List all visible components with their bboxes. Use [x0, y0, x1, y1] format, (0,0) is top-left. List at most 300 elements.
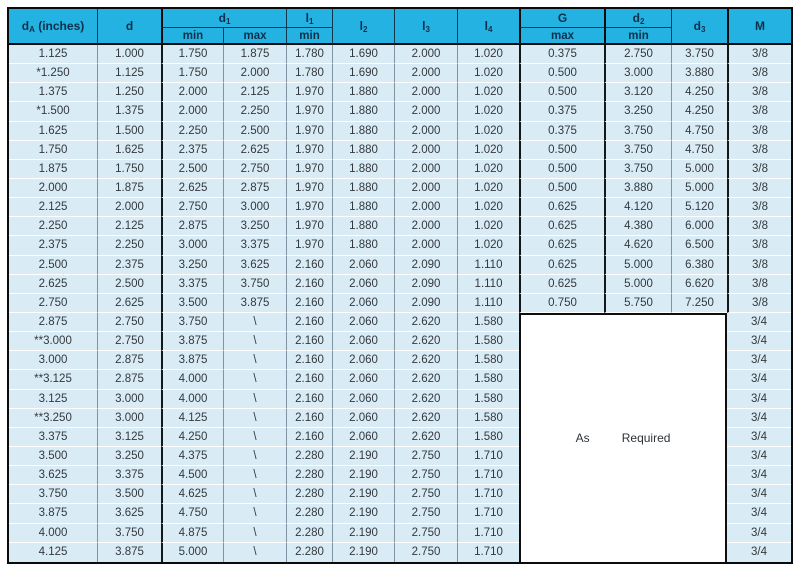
cell-da: 1.625 — [9, 122, 97, 141]
cell-d2: 5.000 — [604, 256, 671, 275]
col-header-d — [97, 9, 161, 45]
cell-d1min: 3.875 — [161, 332, 223, 351]
cell-d1min: 2.250 — [161, 122, 223, 141]
cell-d3: 7.250 — [671, 294, 727, 313]
cell-d1min: 4.500 — [161, 466, 223, 485]
cell-da: 2.000 — [9, 179, 97, 198]
cell-l4: 1.580 — [457, 390, 519, 409]
cell-d1min: 3.750 — [161, 313, 223, 332]
cell-d1max: \ — [223, 351, 286, 370]
cell-d1min: 5.000 — [161, 543, 223, 562]
cell-l1: 1.970 — [286, 160, 332, 179]
cell-d1max: \ — [223, 409, 286, 428]
table-row — [9, 294, 791, 313]
cell-l3: 2.000 — [394, 64, 457, 83]
cell-d1min: 3.375 — [161, 275, 223, 294]
cell-d2: 4.120 — [604, 198, 671, 217]
header-label: d — [693, 19, 701, 33]
cell-d1min: 4.125 — [161, 409, 223, 428]
header-label: d — [632, 11, 640, 25]
cell-m: 3/4 — [727, 313, 791, 332]
header-label: d — [125, 19, 134, 33]
cell-l3: 2.750 — [394, 504, 457, 523]
cell-d3: 5.120 — [671, 198, 727, 217]
cell-da: 2.125 — [9, 198, 97, 217]
cell-l1: 1.970 — [286, 141, 332, 160]
cell-d1min: 4.625 — [161, 485, 223, 504]
cell-d1max: \ — [223, 485, 286, 504]
cell-d3: 3.880 — [671, 64, 727, 83]
cell-m: 3/4 — [727, 543, 791, 562]
cell-m: 3/8 — [727, 256, 791, 275]
cell-da: 2.625 — [9, 275, 97, 294]
cell-l2: 2.190 — [332, 466, 394, 485]
cell-l1: 1.970 — [286, 217, 332, 236]
cell-da: 2.375 — [9, 236, 97, 255]
cell-g: 0.625 — [519, 236, 604, 255]
cell-l3: 2.620 — [394, 351, 457, 370]
cell-d2: 3.750 — [604, 141, 671, 160]
cell-l1: 1.970 — [286, 83, 332, 102]
cell-m: 3/8 — [727, 179, 791, 198]
cell-l1: 2.160 — [286, 294, 332, 313]
cell-d: 2.750 — [97, 313, 161, 332]
cell-l4: 1.020 — [457, 160, 519, 179]
cell-d: 1.250 — [97, 83, 161, 102]
cell-l2: 2.060 — [332, 370, 394, 389]
cell-da: 2.750 — [9, 294, 97, 313]
cell-l2: 1.880 — [332, 179, 394, 198]
cell-l2: 2.060 — [332, 332, 394, 351]
cell-g: 0.375 — [519, 122, 604, 141]
cell-l1: 2.280 — [286, 543, 332, 562]
cell-l4: 1.020 — [457, 236, 519, 255]
cell-d3: 6.380 — [671, 256, 727, 275]
cell-da: 1.125 — [9, 45, 97, 64]
cell-l4: 1.580 — [457, 409, 519, 428]
cell-l1: 2.160 — [286, 370, 332, 389]
cell-d1max: \ — [223, 543, 286, 562]
cell-d1min: 2.625 — [161, 179, 223, 198]
cell-l2: 1.880 — [332, 122, 394, 141]
cell-d2: 3.120 — [604, 83, 671, 102]
cell-l1: 2.160 — [286, 390, 332, 409]
cell-da: 3.375 — [9, 428, 97, 447]
cell-l3: 2.750 — [394, 524, 457, 543]
col-header-l1 — [286, 9, 332, 28]
cell-l2: 2.060 — [332, 275, 394, 294]
header-subscript: 2 — [362, 25, 368, 34]
cell-l3: 2.090 — [394, 256, 457, 275]
table-row — [9, 313, 791, 332]
cell-m: 3/8 — [727, 198, 791, 217]
cell-m: 3/4 — [727, 524, 791, 543]
cell-da: 2.500 — [9, 256, 97, 275]
cell-d3: 4.750 — [671, 122, 727, 141]
cell-l3: 2.000 — [394, 217, 457, 236]
cell-l2: 1.880 — [332, 141, 394, 160]
cell-m: 3/4 — [727, 447, 791, 466]
cell-l1: 2.280 — [286, 447, 332, 466]
cell-m: 3/4 — [727, 409, 791, 428]
header-subscript: 4 — [487, 25, 493, 34]
cell-m: 3/4 — [727, 485, 791, 504]
cell-l2: 2.190 — [332, 447, 394, 466]
cell-d1max: 3.750 — [223, 275, 286, 294]
cell-d1max: \ — [223, 332, 286, 351]
cell-da: 4.000 — [9, 524, 97, 543]
col-header-da — [9, 9, 97, 45]
cell-d1max: \ — [223, 370, 286, 389]
cell-g: 0.625 — [519, 217, 604, 236]
cell-d3: 4.750 — [671, 141, 727, 160]
cell-da: *1.250 — [9, 64, 97, 83]
dimensions-table — [7, 7, 793, 564]
cell-da: 1.375 — [9, 83, 97, 102]
cell-da: 1.875 — [9, 160, 97, 179]
cell-m: 3/4 — [727, 390, 791, 409]
cell-m: 3/4 — [727, 332, 791, 351]
cell-da: 1.750 — [9, 141, 97, 160]
cell-l2: 1.880 — [332, 160, 394, 179]
cell-d3: 5.000 — [671, 160, 727, 179]
cell-m: 3/8 — [727, 83, 791, 102]
cell-l2: 2.060 — [332, 428, 394, 447]
cell-g: 0.500 — [519, 179, 604, 198]
table-row — [9, 64, 791, 83]
cell-m: 3/4 — [727, 428, 791, 447]
table-row — [9, 275, 791, 294]
cell-d: 2.500 — [97, 275, 161, 294]
cell-l2: 2.190 — [332, 543, 394, 562]
cell-d1min: 1.750 — [161, 64, 223, 83]
cell-l4: 1.710 — [457, 524, 519, 543]
cell-d3: 3.750 — [671, 45, 727, 64]
header-label: G — [557, 11, 568, 25]
cell-d1min: 4.000 — [161, 370, 223, 389]
table-row — [9, 160, 791, 179]
table-row — [9, 179, 791, 198]
cell-d2: 3.880 — [604, 179, 671, 198]
cell-da: **3.000 — [9, 332, 97, 351]
header-label: d — [218, 11, 226, 25]
cell-d: 2.375 — [97, 256, 161, 275]
cell-d1max: 3.000 — [223, 198, 286, 217]
cell-l4: 1.580 — [457, 370, 519, 389]
header-row-top — [9, 9, 791, 28]
cell-l3: 2.000 — [394, 160, 457, 179]
cell-l4: 1.020 — [457, 83, 519, 102]
cell-d1max: \ — [223, 466, 286, 485]
cell-l2: 2.060 — [332, 294, 394, 313]
cell-l4: 1.710 — [457, 485, 519, 504]
cell-l1: 2.280 — [286, 524, 332, 543]
cell-d1min: 4.250 — [161, 428, 223, 447]
cell-m: 3/8 — [727, 275, 791, 294]
cell-l2: 1.880 — [332, 236, 394, 255]
cell-da: 3.875 — [9, 504, 97, 523]
cell-d: 1.000 — [97, 45, 161, 64]
cell-l2: 1.880 — [332, 217, 394, 236]
cell-d1max: 3.625 — [223, 256, 286, 275]
cell-l2: 2.190 — [332, 485, 394, 504]
cell-d: 3.625 — [97, 504, 161, 523]
cell-g: 0.750 — [519, 294, 604, 313]
cell-l1: 2.160 — [286, 332, 332, 351]
cell-l1: 1.780 — [286, 64, 332, 83]
header-subscript: 1 — [308, 17, 314, 26]
cell-d1min: 2.875 — [161, 217, 223, 236]
cell-g: 0.500 — [519, 141, 604, 160]
cell-d1min: 4.375 — [161, 447, 223, 466]
cell-d: 2.000 — [97, 198, 161, 217]
cell-da: 3.500 — [9, 447, 97, 466]
cell-l1: 1.970 — [286, 122, 332, 141]
cell-d: 3.875 — [97, 543, 161, 562]
cell-l3: 2.750 — [394, 485, 457, 504]
cell-d: 2.125 — [97, 217, 161, 236]
cell-d: 3.375 — [97, 466, 161, 485]
cell-d1min: 2.000 — [161, 102, 223, 121]
table-header — [9, 9, 791, 45]
cell-g: 0.500 — [519, 160, 604, 179]
cell-d1max: 2.875 — [223, 179, 286, 198]
cell-d1max: 2.000 — [223, 64, 286, 83]
cell-d1min: 3.250 — [161, 256, 223, 275]
cell-d2: 2.750 — [604, 45, 671, 64]
cell-l4: 1.710 — [457, 504, 519, 523]
table-row — [9, 141, 791, 160]
cell-g: 0.625 — [519, 275, 604, 294]
cell-d: 2.625 — [97, 294, 161, 313]
col-header-l2 — [332, 9, 394, 45]
table-row — [9, 198, 791, 217]
table-row — [9, 236, 791, 255]
cell-d3: 4.250 — [671, 102, 727, 121]
cell-l3: 2.000 — [394, 45, 457, 64]
cell-l1: 1.970 — [286, 236, 332, 255]
header-subscript: 1 — [225, 17, 231, 26]
cell-d1max: 2.625 — [223, 141, 286, 160]
cell-da: 2.250 — [9, 217, 97, 236]
cell-d2: 5.000 — [604, 275, 671, 294]
cell-d1min: 3.000 — [161, 236, 223, 255]
table-row — [9, 45, 791, 64]
cell-l1: 2.160 — [286, 275, 332, 294]
cell-d: 1.500 — [97, 122, 161, 141]
cell-l3: 2.620 — [394, 370, 457, 389]
cell-l4: 1.580 — [457, 351, 519, 370]
cell-d2: 4.380 — [604, 217, 671, 236]
cell-l3: 2.000 — [394, 122, 457, 141]
cell-m: 3/8 — [727, 160, 791, 179]
cell-m: 3/8 — [727, 122, 791, 141]
cell-d1min: 2.750 — [161, 198, 223, 217]
table-row — [9, 83, 791, 102]
cell-l4: 1.710 — [457, 466, 519, 485]
cell-d3: 4.250 — [671, 83, 727, 102]
cell-g: 0.500 — [519, 83, 604, 102]
cell-d1min: 4.875 — [161, 524, 223, 543]
cell-d1max: 2.250 — [223, 102, 286, 121]
as-required-cell: As Required — [519, 313, 727, 562]
cell-g: 0.625 — [519, 256, 604, 275]
cell-l3: 2.620 — [394, 332, 457, 351]
cell-d: 2.750 — [97, 332, 161, 351]
cell-l3: 2.000 — [394, 141, 457, 160]
col-header-m — [727, 9, 791, 45]
cell-m: 3/8 — [727, 64, 791, 83]
cell-d1min: 2.375 — [161, 141, 223, 160]
cell-da: **3.250 — [9, 409, 97, 428]
cell-d1max: \ — [223, 504, 286, 523]
cell-da: **3.125 — [9, 370, 97, 389]
cell-d1min: 2.500 — [161, 160, 223, 179]
cell-d1max: 3.875 — [223, 294, 286, 313]
cell-l3: 2.620 — [394, 428, 457, 447]
cell-l4: 1.710 — [457, 447, 519, 466]
cell-l4: 1.020 — [457, 179, 519, 198]
cell-d: 1.875 — [97, 179, 161, 198]
header-label: d — [21, 19, 30, 33]
cell-l4: 1.020 — [457, 64, 519, 83]
cell-da: 4.125 — [9, 543, 97, 562]
cell-m: 3/8 — [727, 141, 791, 160]
cell-d2: 3.000 — [604, 64, 671, 83]
cell-l3: 2.750 — [394, 466, 457, 485]
table-row — [9, 122, 791, 141]
header-subscript: A — [29, 25, 35, 34]
cell-d1max: 3.375 — [223, 236, 286, 255]
cell-l2: 2.060 — [332, 256, 394, 275]
header-label: l — [484, 19, 488, 33]
cell-g: 0.625 — [519, 198, 604, 217]
cell-l1: 2.160 — [286, 313, 332, 332]
cell-l3: 2.750 — [394, 447, 457, 466]
cell-l3: 2.000 — [394, 198, 457, 217]
cell-d3: 6.000 — [671, 217, 727, 236]
cell-d3: 6.500 — [671, 236, 727, 255]
cell-d2: 3.750 — [604, 160, 671, 179]
cell-l2: 1.690 — [332, 64, 394, 83]
col-header-l3 — [394, 9, 457, 45]
col-header-d1 — [161, 9, 286, 28]
cell-d1max: 1.875 — [223, 45, 286, 64]
cell-d: 2.875 — [97, 370, 161, 389]
cell-d1min: 1.750 — [161, 45, 223, 64]
cell-l2: 1.880 — [332, 198, 394, 217]
table-row — [9, 102, 791, 121]
cell-l4: 1.710 — [457, 543, 519, 562]
cell-d1min: 4.000 — [161, 390, 223, 409]
header-subscript: 2 — [639, 17, 645, 26]
cell-l4: 1.580 — [457, 332, 519, 351]
col-header-d2 — [604, 9, 671, 28]
cell-da: 2.875 — [9, 313, 97, 332]
cell-l2: 2.190 — [332, 524, 394, 543]
cell-d2: 5.750 — [604, 294, 671, 313]
cell-d1max: 3.250 — [223, 217, 286, 236]
cell-l2: 2.060 — [332, 313, 394, 332]
cell-m: 3/4 — [727, 351, 791, 370]
cell-m: 3/4 — [727, 370, 791, 389]
header-label: l — [422, 19, 426, 33]
cell-l1: 2.160 — [286, 351, 332, 370]
table-row — [9, 217, 791, 236]
cell-l4: 1.020 — [457, 141, 519, 160]
cell-d1max: \ — [223, 524, 286, 543]
cell-m: 3/8 — [727, 45, 791, 64]
cell-l1: 2.280 — [286, 485, 332, 504]
cell-l3: 2.000 — [394, 102, 457, 121]
cell-d2: 4.620 — [604, 236, 671, 255]
cell-l1: 1.970 — [286, 179, 332, 198]
cell-g: 0.375 — [519, 102, 604, 121]
col-subheader-g-max: max — [519, 28, 604, 45]
cell-l1: 2.280 — [286, 504, 332, 523]
header-subscript: 3 — [700, 25, 706, 34]
col-header-g — [519, 9, 604, 28]
cell-m: 3/4 — [727, 504, 791, 523]
cell-l1: 2.280 — [286, 466, 332, 485]
cell-l1: 1.970 — [286, 198, 332, 217]
cell-l4: 1.110 — [457, 294, 519, 313]
col-subheader-l1-min: min — [286, 28, 332, 45]
cell-l2: 2.190 — [332, 504, 394, 523]
cell-l2: 2.060 — [332, 390, 394, 409]
cell-m: 3/4 — [727, 466, 791, 485]
cell-l4: 1.110 — [457, 256, 519, 275]
cell-d1max: \ — [223, 447, 286, 466]
cell-l4: 1.020 — [457, 198, 519, 217]
cell-l4: 1.580 — [457, 428, 519, 447]
cell-d1max: 2.500 — [223, 122, 286, 141]
col-header-d3 — [671, 9, 727, 45]
cell-d: 3.750 — [97, 524, 161, 543]
cell-l3: 2.000 — [394, 83, 457, 102]
cell-l4: 1.020 — [457, 217, 519, 236]
cell-d: 3.125 — [97, 428, 161, 447]
cell-d1max: \ — [223, 428, 286, 447]
cell-m: 3/8 — [727, 236, 791, 255]
cell-d: 3.000 — [97, 409, 161, 428]
cell-d1min: 4.750 — [161, 504, 223, 523]
table-body — [9, 45, 791, 562]
cell-d: 3.250 — [97, 447, 161, 466]
cell-da: 3.625 — [9, 466, 97, 485]
cell-da: 3.125 — [9, 390, 97, 409]
cell-m: 3/8 — [727, 294, 791, 313]
cell-da: 3.750 — [9, 485, 97, 504]
header-label: l — [359, 19, 363, 33]
cell-m: 3/8 — [727, 217, 791, 236]
cell-da: *1.500 — [9, 102, 97, 121]
cell-d: 1.125 — [97, 64, 161, 83]
cell-l2: 2.060 — [332, 351, 394, 370]
col-header-l4 — [457, 9, 519, 45]
cell-l1: 2.160 — [286, 256, 332, 275]
cell-l2: 1.690 — [332, 45, 394, 64]
cell-l4: 1.020 — [457, 122, 519, 141]
cell-l1: 2.160 — [286, 428, 332, 447]
cell-d1max: 2.750 — [223, 160, 286, 179]
cell-d1min: 2.000 — [161, 83, 223, 102]
cell-l4: 1.580 — [457, 313, 519, 332]
cell-d: 1.625 — [97, 141, 161, 160]
cell-d3: 5.000 — [671, 179, 727, 198]
cell-d: 1.750 — [97, 160, 161, 179]
cell-da: 3.000 — [9, 351, 97, 370]
